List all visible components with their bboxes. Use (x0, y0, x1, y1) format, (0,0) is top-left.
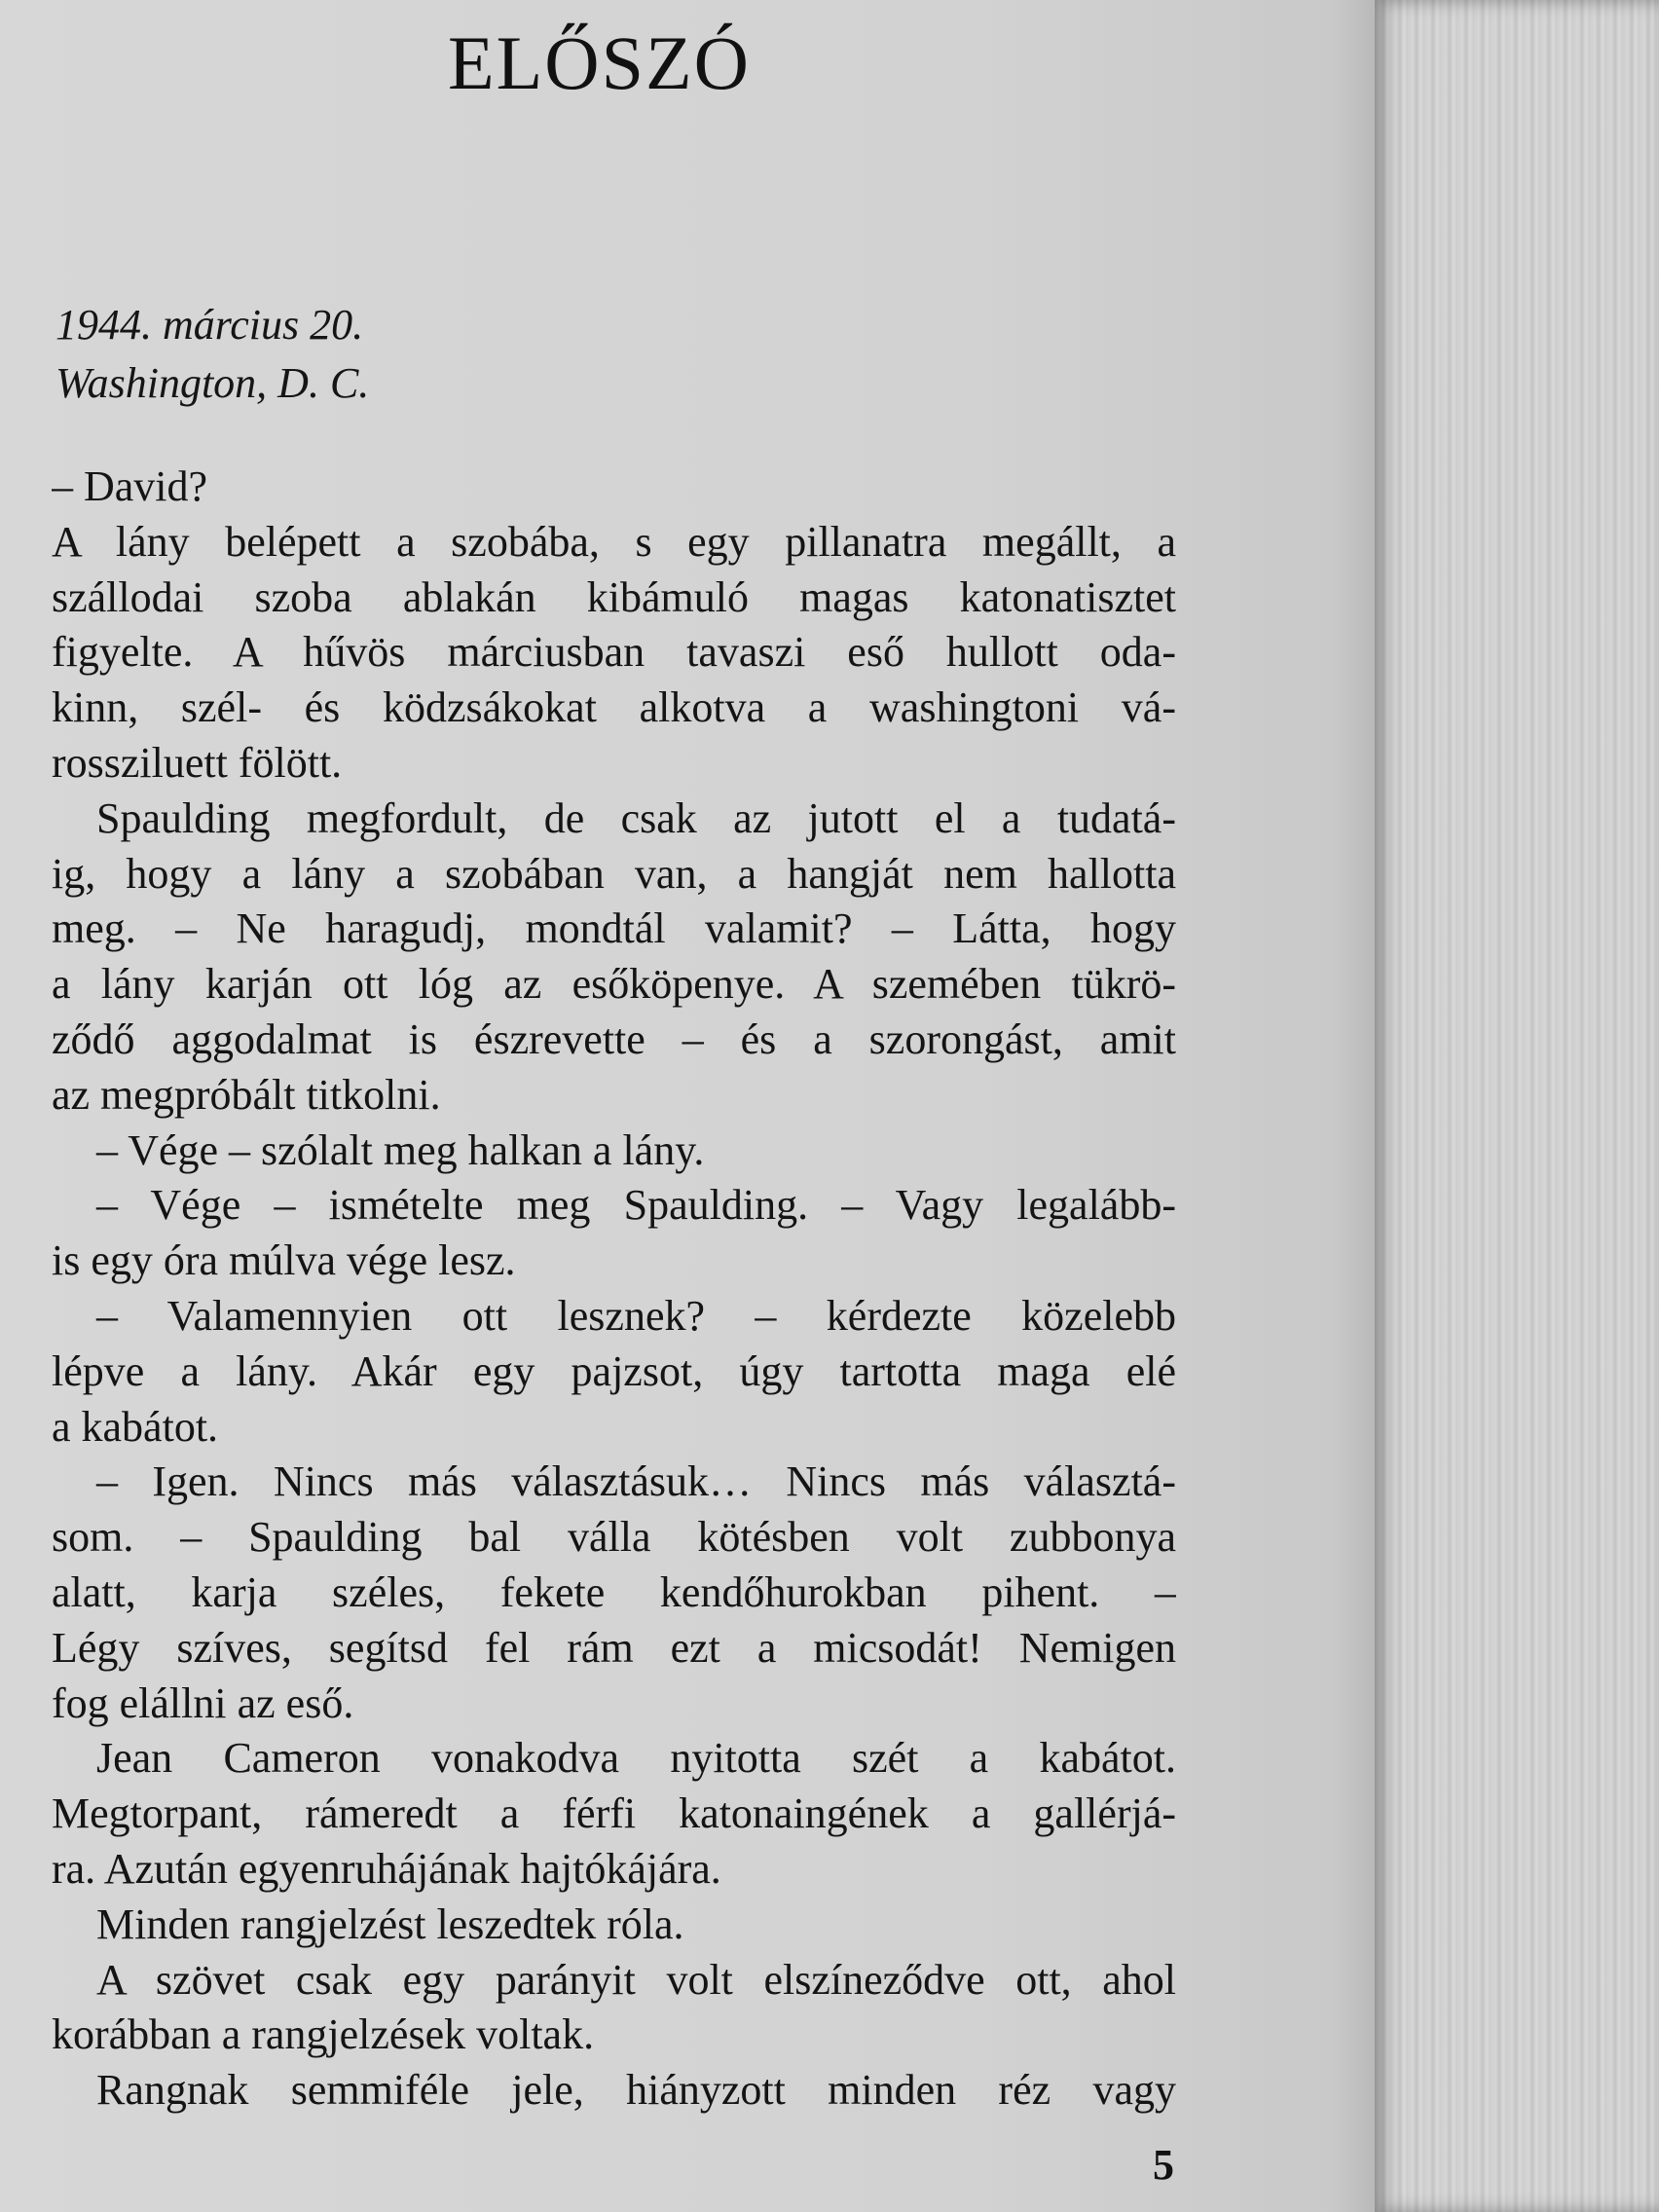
text-line: az megpróbált titkolni. (52, 1070, 441, 1119)
text-line: Rangnak semmiféle jele, hiányzott minden réz vagy (96, 2066, 1176, 2115)
text-line: ra. Azután egyenruhájának hajtókájára. (52, 1844, 721, 1893)
page-stack-edge (1375, 0, 1659, 2212)
dateline-date: 1944. március 20. (55, 301, 364, 349)
chapter-title: ELŐSZÓ (448, 20, 751, 105)
text-line: meg. – Ne haragudj, mondtál valamit? – Látta, hogy (52, 904, 1176, 953)
text-line: Légy szíves, segítsd fel rám ezt a micsodát! Nemigen (52, 1623, 1176, 1672)
text-line: szállodai szoba ablakán kibámuló magas katonatisztet (52, 572, 1176, 621)
text-line: figyelte. A hűvös márciusban tavaszi eső hullott oda- (52, 628, 1176, 677)
text-line: Megtorpant, rámeredt a férfi katonaingének a gallérjá- (52, 1789, 1176, 1838)
text-line: A szövet csak egy parányit volt elszíneződve ott, ahol (96, 1955, 1176, 2004)
text-line: Jean Cameron vonakodva nyitotta szét a kabátot. (96, 1734, 1176, 1783)
text-line: A lány belépett a szobába, s egy pillanatra megállt, a (52, 517, 1176, 566)
text-line: Spaulding megfordult, de csak az jutott el a tudatá- (96, 793, 1176, 842)
page-number: 5 (1153, 2141, 1174, 2189)
text-line: – Vége – szólalt meg halkan a lány. (96, 1125, 705, 1174)
text-line: a lány karján ott lóg az esőköpenye. A szemében tükrö- (52, 960, 1176, 1009)
text-line: ződő aggodalmat is észrevette – és a szorongást, amit (52, 1014, 1176, 1063)
text-line: a kabátot. (52, 1402, 219, 1451)
text-line: – David? (52, 462, 208, 510)
text-line: korábban a rangjelzések voltak. (52, 2010, 595, 2059)
body-text (52, 460, 1176, 2119)
text-line: lépve a lány. Akár egy pajzsot, úgy tartotta maga elé (52, 1346, 1176, 1395)
text-line: – Valamennyien ott lesznek? – kérdezte közelebb (96, 1291, 1176, 1340)
text-line: is egy óra múlva vége lesz. (52, 1236, 516, 1285)
text-line: som. – Spaulding bal válla kötésben volt zubbonya (52, 1513, 1176, 1562)
text-line: alatt, karja széles, fekete kendőhurokban pihent. – (52, 1567, 1176, 1616)
text-line: – Igen. Nincs más választásuk… Nincs más választá- (96, 1457, 1176, 1506)
text-line: – Vége – ismételte meg Spaulding. – Vagy legalább- (96, 1181, 1176, 1230)
text-line: Minden rangjelzést leszedtek róla. (96, 1899, 684, 1948)
text-line: rossziluett fölött. (52, 738, 343, 787)
text-line: kinn, szél- és ködzsákokat alkotva a washingtoni vá- (52, 683, 1176, 732)
text-line: ig, hogy a lány a szobában van, a hangját nem hallotta (52, 849, 1176, 898)
dateline (55, 296, 369, 413)
dateline-place: Washington, D. C. (55, 359, 370, 407)
text-line: fog elállni az eső. (52, 1678, 354, 1727)
